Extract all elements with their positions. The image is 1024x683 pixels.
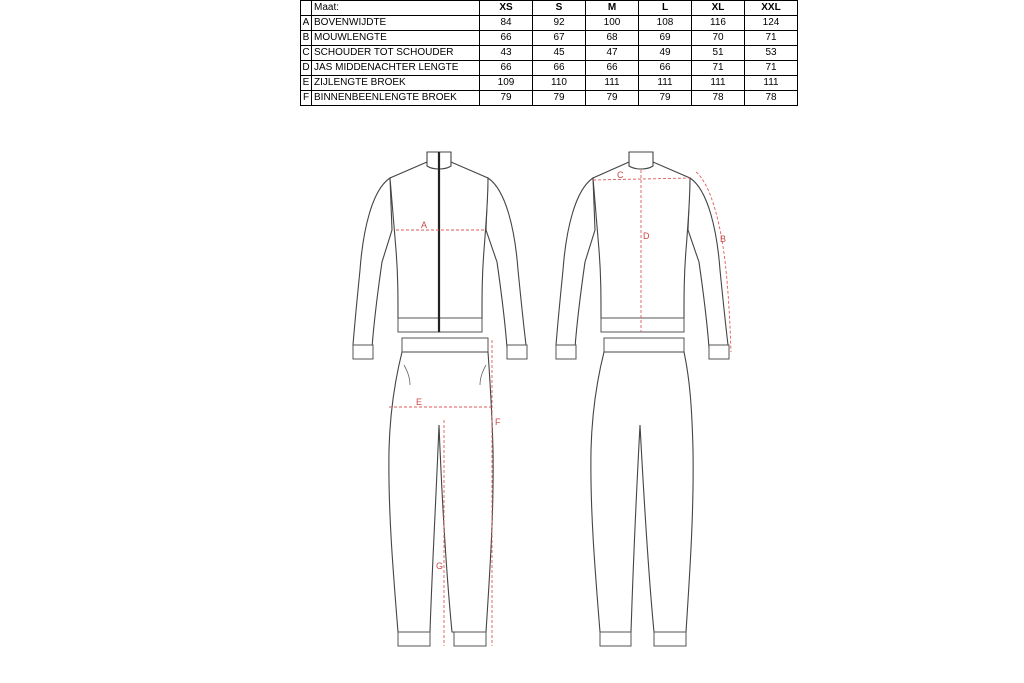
row-code: D [301, 61, 312, 76]
row-code: A [301, 16, 312, 31]
row-value: 100 [586, 16, 639, 31]
front-jacket-right-sleeve [486, 178, 526, 348]
size-header-l: L [639, 1, 692, 16]
row-value: 79 [586, 91, 639, 106]
row-value: 111 [745, 76, 798, 91]
front-jacket [353, 152, 527, 359]
row-value: 79 [533, 91, 586, 106]
row-value: 92 [533, 16, 586, 31]
row-value: 111 [692, 76, 745, 91]
back-jacket-waistband [601, 318, 684, 332]
front-right-cuff [507, 345, 527, 359]
front-left-cuff [353, 345, 373, 359]
row-name: JAS MIDDENACHTER LENGTE [312, 61, 480, 76]
measure-label-d: D [643, 231, 650, 241]
row-value: 51 [692, 46, 745, 61]
row-value: 45 [533, 46, 586, 61]
measure-label-e: E [416, 397, 423, 407]
header-label: Maat: [312, 1, 480, 16]
front-left-ankle-cuff [398, 632, 430, 646]
row-value: 53 [745, 46, 798, 61]
row-name: ZIJLENGTE BROEK [312, 76, 480, 91]
row-value: 68 [586, 31, 639, 46]
row-value: 84 [480, 16, 533, 31]
size-header-xl: XL [692, 1, 745, 16]
measure-label-f: F [495, 417, 501, 427]
row-value: 66 [480, 31, 533, 46]
back-pants-legs [591, 352, 693, 632]
row-value: 66 [639, 61, 692, 76]
row-name: MOUWLENGTE [312, 31, 480, 46]
measure-label-b: B [720, 234, 727, 244]
row-value: 111 [586, 76, 639, 91]
row-value: 78 [745, 91, 798, 106]
back-left-cuff [556, 345, 576, 359]
row-value: 66 [586, 61, 639, 76]
back-left-ankle-cuff [600, 632, 631, 646]
back-pants [591, 338, 693, 646]
row-value: 109 [480, 76, 533, 91]
row-value: 70 [692, 31, 745, 46]
row-value: 79 [480, 91, 533, 106]
row-value: 108 [639, 16, 692, 31]
front-pants-waistband [402, 338, 488, 352]
back-jacket-body [593, 162, 690, 318]
size-header-s: S [533, 1, 586, 16]
back-right-ankle-cuff [654, 632, 686, 646]
row-value: 71 [745, 31, 798, 46]
row-value: 71 [692, 61, 745, 76]
back-jacket-collar [629, 152, 653, 169]
row-value: 71 [745, 61, 798, 76]
back-jacket-left-sleeve [556, 178, 595, 348]
row-value: 49 [639, 46, 692, 61]
front-pants [389, 338, 493, 646]
row-value: 67 [533, 31, 586, 46]
measure-label-a: A [421, 220, 428, 230]
measure-label-c: C [617, 170, 624, 180]
size-header-m: M [586, 1, 639, 16]
row-value: 116 [692, 16, 745, 31]
size-header-xxl: XXL [745, 1, 798, 16]
row-code: B [301, 31, 312, 46]
row-value: 124 [745, 16, 798, 31]
row-value: 66 [480, 61, 533, 76]
row-code: F [301, 91, 312, 106]
row-code: C [301, 46, 312, 61]
row-value: 79 [639, 91, 692, 106]
size-header-xs: XS [480, 1, 533, 16]
back-jacket [556, 152, 729, 359]
back-pants-waistband [604, 338, 684, 352]
row-value: 47 [586, 46, 639, 61]
row-value: 78 [692, 91, 745, 106]
row-value: 110 [533, 76, 586, 91]
row-name: BOVENWIJDTE [312, 16, 480, 31]
front-pants-legs [389, 352, 493, 632]
back-right-cuff [709, 345, 729, 359]
row-name: SCHOUDER TOT SCHOUDER [312, 46, 480, 61]
row-name: BINNENBEENLENGTE BROEK [312, 91, 480, 106]
row-value: 66 [533, 61, 586, 76]
measure-label-g: G [436, 561, 444, 571]
front-jacket-left-sleeve [353, 178, 392, 348]
back-jacket-right-sleeve [688, 178, 728, 348]
front-right-ankle-cuff [454, 632, 486, 646]
row-value: 69 [639, 31, 692, 46]
row-value: 43 [480, 46, 533, 61]
row-value: 111 [639, 76, 692, 91]
row-code: E [301, 76, 312, 91]
